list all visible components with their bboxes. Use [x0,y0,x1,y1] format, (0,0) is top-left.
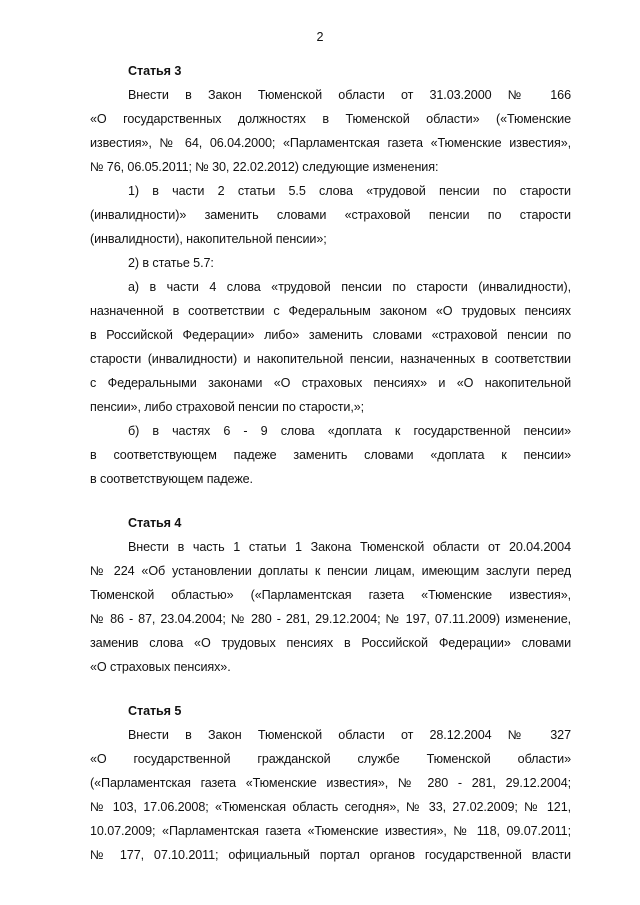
paragraph-line: б) в частях 6 - 9 слова «доплата к государственной пенсии» [128,424,571,438]
article-4-heading: Статья 4 [128,516,182,530]
paragraph-line: № 86 - 87, 23.04.2004; № 280 - 281, 29.12.2004; № 197, 07.11.2009) изменение, [90,612,571,626]
paragraph-line: 10.07.2009; «Парламентская газета «Тюменские известия», № 118, 09.07.2011; [90,824,571,838]
paragraph-line: 1) в части 2 статьи 5.5 слова «трудовой пенсии по старости [128,184,571,198]
paragraph-line: Внести в Закон Тюменской области от 28.12.2004 № 327 [128,728,571,742]
paragraph-line: в Российской Федерации» либо» заменить словами «страховой пенсии по [90,328,571,342]
paragraph-line: № 76, 06.05.2011; № 30, 22.02.2012) следующие изменения: [90,160,439,174]
article-5-heading: Статья 5 [128,704,182,718]
paragraph-line: «О государственных должностях в Тюменской области» («Тюменские [90,112,571,126]
paragraph-line: старости (инвалидности) и накопительной пенсии, назначенных в соответствии [90,352,571,366]
paragraph-line: пенсии», либо страховой пенсии по старости,»; [90,400,365,414]
paragraph-line: назначенной в соответствии с Федеральным законом «О трудовых пенсиях [90,304,571,318]
paragraph-line: Тюменской областью» («Парламентская газета «Тюменские известия», [90,588,571,602]
paragraph-line: с Федеральными законами «О страховых пенсиях» и «О накопительной [90,376,571,390]
paragraph-line: («Парламентская газета «Тюменские известия», № 280 - 281, 29.12.2004; [90,776,571,790]
paragraph-line: № 177, 07.10.2011; официальный портал органов государственной власти [90,848,571,862]
paragraph-line: № 224 «Об установлении доплаты к пенсии лицам, имеющим заслуги перед [90,564,571,578]
paragraph-line: в соответствующем падеже заменить словами «доплата к пенсии» [90,448,571,462]
page-number: 2 [316,30,324,44]
paragraph-line: Внести в Закон Тюменской области от 31.03.2000 № 166 [128,88,571,102]
paragraph-line: в соответствующем падеже. [90,472,253,486]
paragraph-line: известия», № 64, 06.04.2000; «Парламентская газета «Тюменские известия», [90,136,571,150]
article-3-heading: Статья 3 [128,64,182,78]
paragraph-line: «О страховых пенсиях». [90,660,231,674]
paragraph-line: Внести в часть 1 статьи 1 Закона Тюменской области от 20.04.2004 [128,540,571,554]
paragraph-line: 2) в статье 5.7: [128,256,214,270]
paragraph-line: (инвалидности), накопительной пенсии»; [90,232,327,246]
paragraph-line: заменив слова «О трудовых пенсиях в Российской Федерации» словами [90,636,571,650]
paragraph-line: (инвалидности)» заменить словами «страховой пенсии по старости [90,208,571,222]
paragraph-line: а) в части 4 слова «трудовой пенсии по старости (инвалидности), [128,280,571,294]
paragraph-line: № 103, 17.06.2008; «Тюменская область сегодня», № 33, 27.02.2009; № 121, [90,800,571,814]
paragraph-line: «О государственной гражданской службе Тюменской области» [90,752,571,766]
